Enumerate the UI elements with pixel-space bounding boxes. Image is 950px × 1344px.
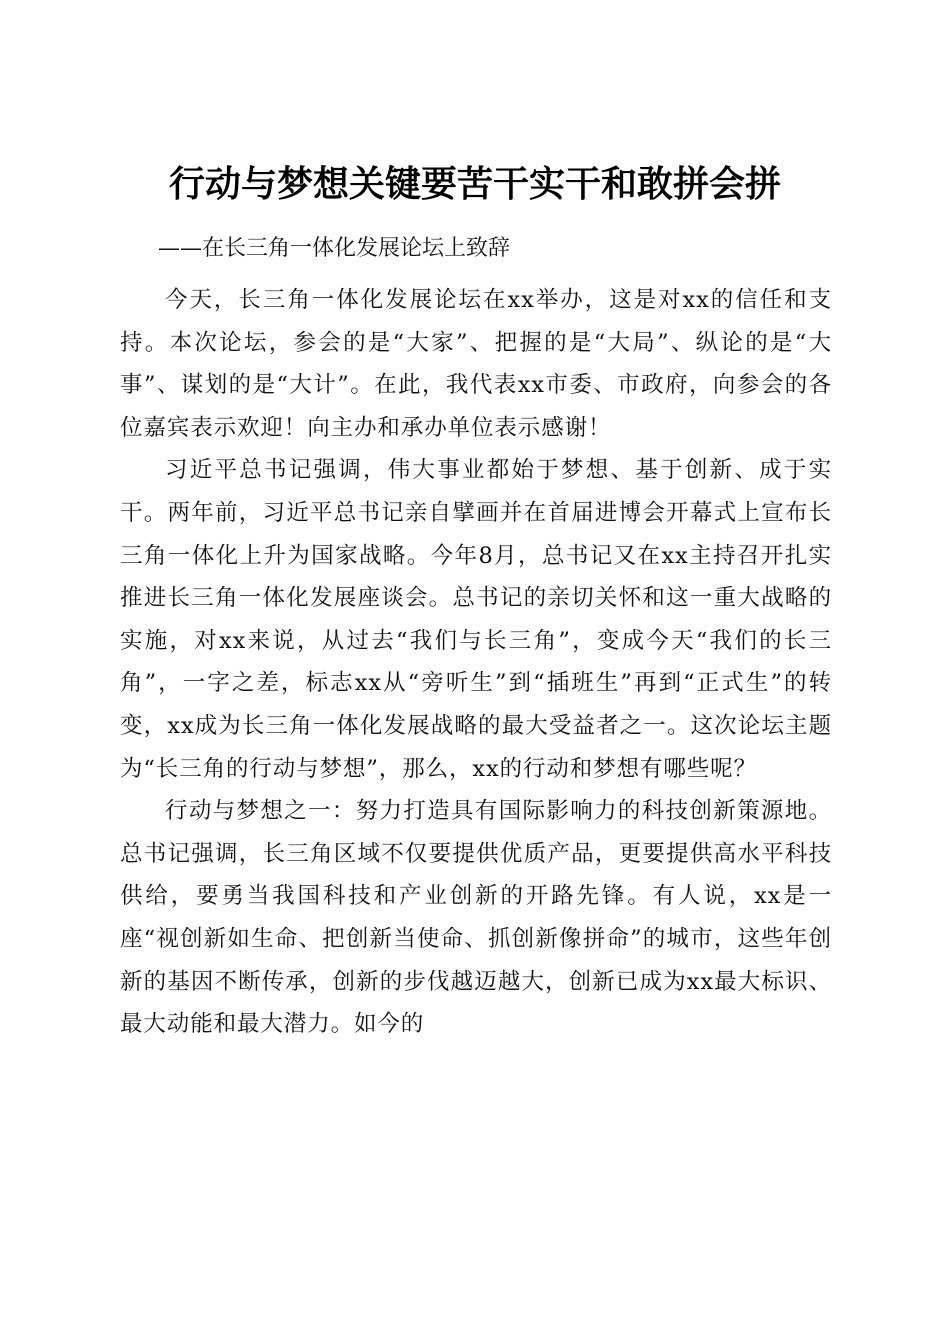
- document-body: [120, 279, 832, 1046]
- document-title: 行动与梦想关键要苦干实干和敢拼会拼: [168, 164, 781, 206]
- paragraph-1: 今天，长三角一体化发展论坛在xx举办，这是对xx的信任和支持。本次论坛，参会的是“大家”、把握的是“大局”、纵论的是“大事”、谋划的是“大计”。在此，我代表xx市委、市政府，向参会的各位嘉宾表示欢迎！向主办和承办单位表示感谢！: [120, 287, 832, 441]
- paragraph-2: 习近平总书记强调，伟大事业都始于梦想、基于创新、成于实干。两年前，习近平总书记亲自擘画并在首届进博会开幕式上宣布长三角一体化上升为国家战略。今年8月，总书记又在xx主持召开扎实推进长三角一体化发展座谈会。总书记的亲切关怀和这一重大战略的实施，对xx来说，从过去“我们与长三角”，变成今天“我们的长三角”，一字之差，标志xx从“旁听生”到“插班生”再到“正式生”的转变，xx成为长三角一体化发展战略的最大受益者之一。这次论坛主题为“长三角的行动与梦想”，那么，xx的行动和梦想有哪些呢？: [120, 457, 832, 782]
- document-subtitle: ——在长三角一体化发展论坛上致辞: [158, 236, 511, 261]
- paragraph-3: 行动与梦想之一：努力打造具有国际影响力的科技创新策源地。总书记强调，长三角区域不仅要提供优质产品，更要提供高水平科技供给，要勇当我国科技和产业创新的开路先锋。有人说，xx是一座“视创新如生命、把创新当使命、抓创新像拼命”的城市，这些年创新的基因不断传承，创新的步伐越迈越大，创新已成为xx最大标识、最大动能和最大潜力。如今的: [120, 798, 832, 1038]
